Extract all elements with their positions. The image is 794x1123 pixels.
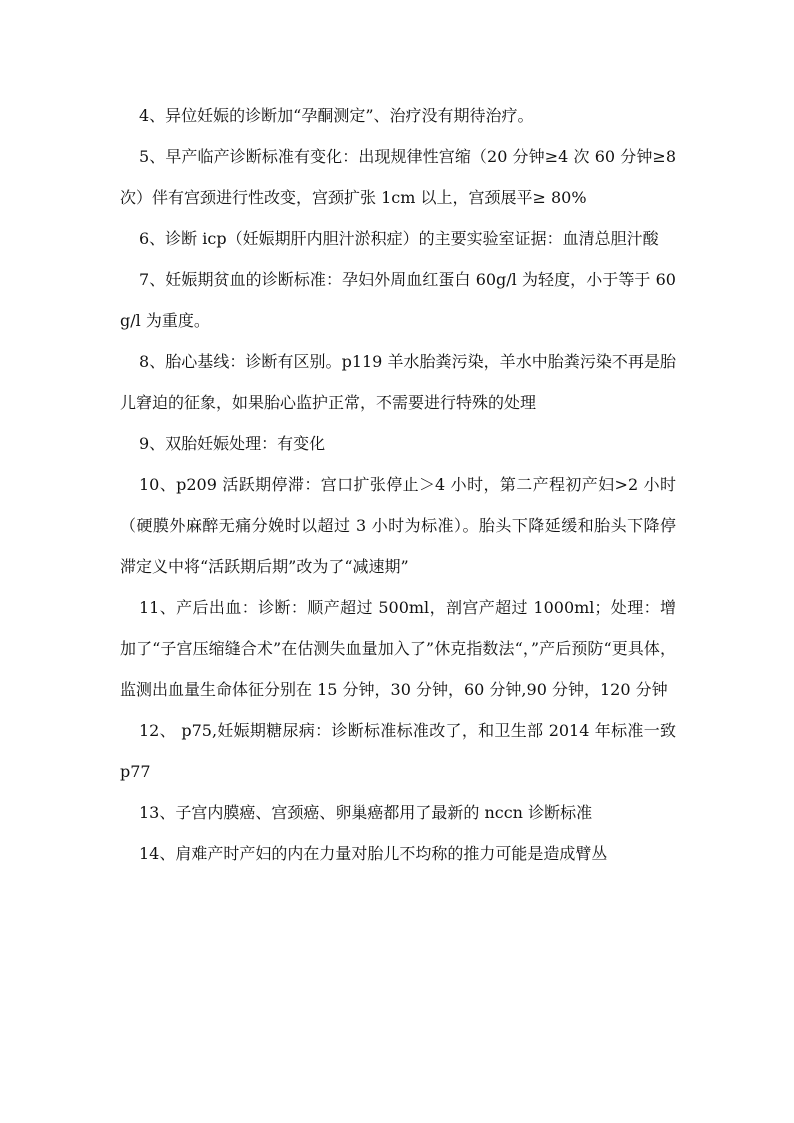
paragraph-item-11: 11、产后出血：诊断：顺产超过 500ml，剖宫产超过 1000ml；处理：增加了“子宫压缩缝合术”在估测失血量加入了”休克指数法“，”产后预防“更具体，监测出血量生命体征分别在 15 分钟，30 分钟，60 分钟,90 分钟，120 分钟 [120, 598, 676, 699]
paragraph-item-9: 9、双胎妊娠处理：有变化 [139, 434, 326, 453]
paragraph-item-13: 13、子宫内膜癌、宫颈癌、卵巢癌都用了最新的 nccn 诊断标准 [139, 803, 593, 822]
paragraph-item-6: 6、诊断 icp（妊娠期肝内胆汁淤积症）的主要实验室证据：血清总胆汁酸 [139, 229, 659, 248]
paragraph-item-7: 7、妊娠期贫血的诊断标准：孕妇外周血红蛋白 60g/l 为轻度，小于等于 60g/l 为重度。 [120, 270, 676, 330]
paragraph-item-10: 10、p209 活跃期停滞：宫口扩张停止＞4 小时，第二产程初产妇>2 小时（硬膜外麻醉无痛分娩时以超过 3 小时为标准）。胎头下降延缓和胎头下降停滞定义中将“活跃期后期”改为了“减速期” [120, 475, 676, 576]
paragraph-item-4: 4、异位妊娠的诊断加“孕酮测定”、治疗没有期待治疗。 [139, 106, 534, 125]
document-page [120, 95, 676, 874]
paragraph-item-12: 12、 p75,妊娠期糖尿病：诊断标准标准改了，和卫生部 2014 年标准一致 p77 [120, 721, 676, 781]
paragraph-item-8: 8、胎心基线：诊断有区别。p119 羊水胎粪污染，羊水中胎粪污染不再是胎儿窘迫的征象，如果胎心监护正常，不需要进行特殊的处理 [120, 352, 676, 412]
paragraph-item-14: 14、肩难产时产妇的内在力量对胎儿不均称的推力可能是造成臂丛 [139, 844, 608, 863]
paragraph-item-5: 5、早产临产诊断标准有变化：出现规律性宫缩（20 分钟≥4 次 60 分钟≥8 次）伴有宫颈进行性改变，宫颈扩张 1cm 以上，宫颈展平≥ 80% [120, 147, 676, 207]
